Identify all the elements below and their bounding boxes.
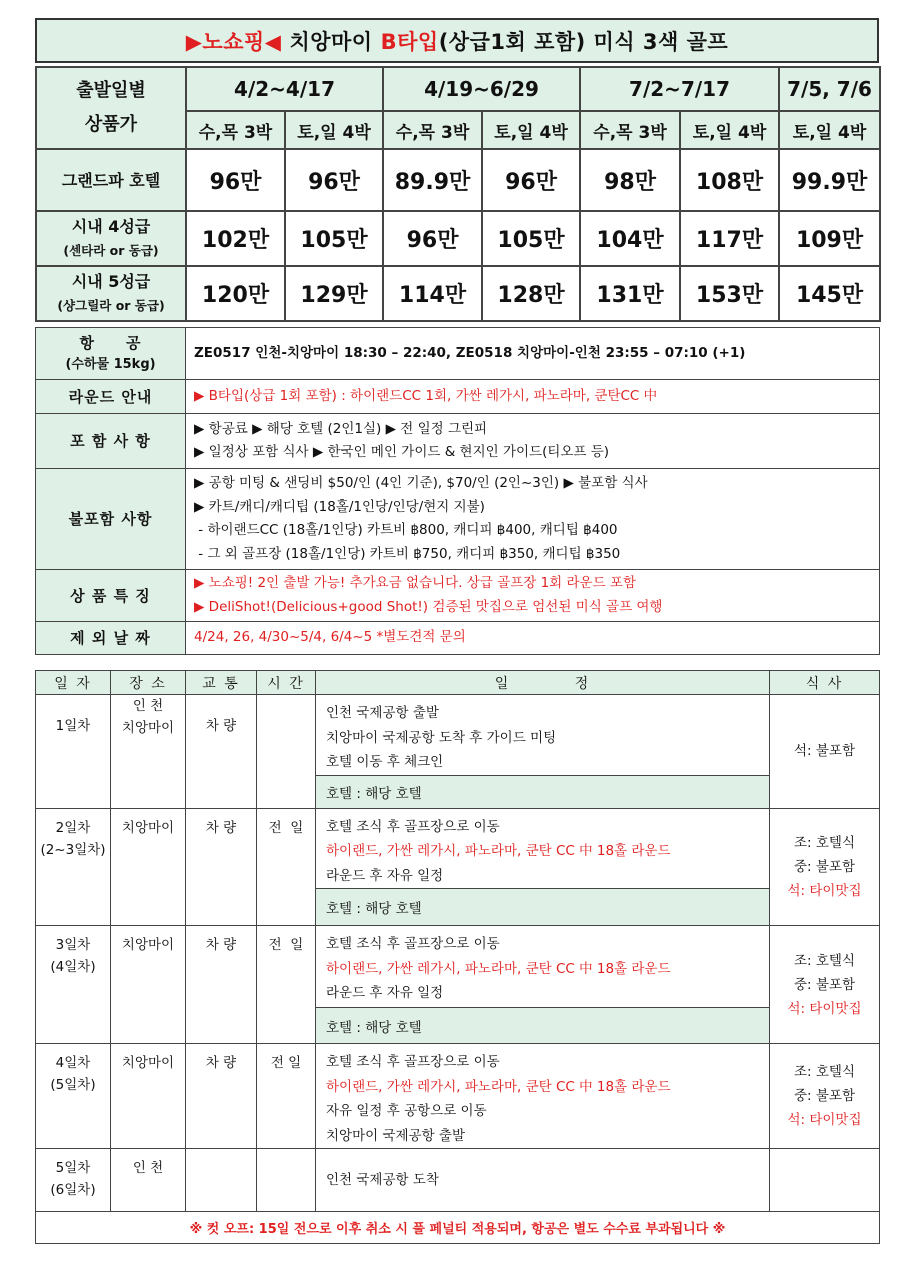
day-cell [36, 808, 111, 926]
col-header-transport: 교 통 [186, 671, 257, 695]
day-label: 5일차 [55, 1160, 91, 1176]
hotel-cell: 호텔 : 해당 호텔 [316, 775, 770, 808]
round-label: 라운드 안내 [36, 380, 186, 414]
price-cell: 96만 [482, 149, 580, 211]
meal-item: 중: 불포함 [793, 976, 855, 993]
meal-item: 조: 호텔식 [793, 952, 855, 969]
excluded-item: - 하이랜드CC (18홀/1인당) 카트비 ฿800, 캐디피 ฿400, 캐디팁 ฿400 [194, 522, 618, 538]
day-label: 3일차 [55, 937, 91, 953]
footer-row [36, 1212, 880, 1244]
round-value: ▶ B타입(상급 1회 포함) : 하이랜드CC 1회, 가싼 레가시, 파노라마, 쿤탄CC 中 [186, 380, 880, 414]
excluded-dates-value: 4/24, 26, 4/30~5/4, 6/4~5 *별도견적 문의 [186, 622, 880, 655]
included-list [186, 414, 880, 469]
schedule-item: 치앙마이 국제공항 출발 [326, 1127, 465, 1144]
period-header: 7/2~7/17 [580, 67, 779, 111]
price-cell: 129만 [285, 266, 383, 321]
col-header-time: 시 간 [257, 671, 316, 695]
day-sub-label: (2~3일차) [40, 841, 106, 858]
schedule-item: 하이랜드, 가싼 레가시, 파노라마, 쿤탄 CC 中 18홀 라운드 [326, 1078, 671, 1095]
day-row [36, 808, 880, 889]
period-header: 7/5, 7/6 [779, 67, 880, 111]
day-sub-label: (4일차) [50, 959, 96, 975]
day-row [36, 1149, 880, 1212]
col-header-place: 장 소 [111, 671, 186, 695]
hotel-cell: 호텔 : 해당 호텔 [316, 1008, 770, 1044]
transport-cell: 차 량 [186, 808, 257, 926]
air-value: ZE0517 인천-치앙마이 18:30 – 22:40, ZE0518 치앙마이-인천 23:55 – 07:10 (+1) [186, 328, 880, 380]
time-cell [257, 1149, 316, 1212]
stay-subheader: 토,일 4박 [779, 111, 880, 149]
transport-cell: 차 량 [186, 926, 257, 1044]
price-cell: 145만 [779, 266, 880, 321]
place-cell: 치앙마이 [111, 926, 186, 1044]
price-cell: 114만 [383, 266, 482, 321]
schedule-item: 하이랜드, 가싼 레가시, 파노라마, 쿤탄 CC 中 18홀 라운드 [326, 960, 671, 977]
time-cell [257, 695, 316, 809]
day-sub-label: (6일차) [50, 1182, 96, 1198]
col-header-schedule: 일 정 [316, 671, 770, 695]
meals-cell [770, 1149, 880, 1212]
place-cell: 인 천 치앙마이 [111, 695, 186, 809]
price-header-label: 출발일별 상품가 [36, 67, 186, 149]
day-cell [36, 926, 111, 1044]
time-cell: 전 일 [257, 926, 316, 1044]
meal-item: 석: 타이맛집 [787, 1000, 862, 1017]
stay-subheader: 수,목 3박 [383, 111, 482, 149]
schedule-item: 라운드 후 자유 일정 [326, 985, 444, 1001]
place-cell: 치앙마이 [111, 1044, 186, 1149]
features-list [186, 570, 880, 622]
schedule-items [316, 808, 770, 889]
included-item: ▶ 일정상 포함 식사 ▶ 한국인 메인 가이드 & 현지인 가이드(티오프 등) [194, 444, 610, 460]
day-cell [36, 695, 111, 809]
included-label: 포 함 사 항 [36, 414, 186, 469]
stay-subheader: 토,일 4박 [680, 111, 779, 149]
meal-item: 조: 호텔식 [793, 1064, 855, 1080]
schedule-items [316, 695, 770, 776]
excluded-label: 불포함 사항 [36, 469, 186, 570]
transport-cell [186, 1149, 257, 1212]
price-cell: 99.9만 [779, 149, 880, 211]
meals-cell [770, 926, 880, 1044]
price-cell: 109만 [779, 211, 880, 266]
schedule-item: 호텔 조식 후 골프장으로 이동 [326, 936, 500, 952]
price-cell: 108만 [680, 149, 779, 211]
transport-cell: 차 량 [186, 695, 257, 809]
price-cell: 153만 [680, 266, 779, 321]
day-row [36, 926, 880, 1008]
schedule-items [316, 1149, 770, 1212]
price-cell: 102만 [186, 211, 285, 266]
hotel-label: 시내 5성급 (샹그릴라 or 동급) [36, 266, 186, 321]
schedule-item: 호텔 조식 후 골프장으로 이동 [326, 818, 500, 835]
day-cell [36, 1044, 111, 1149]
stay-subheader: 토,일 4박 [482, 111, 580, 149]
features-label: 상 품 특 징 [36, 570, 186, 622]
place-cell: 치앙마이 [111, 808, 186, 926]
day-sub-label: (5일차) [50, 1077, 96, 1093]
schedule-item: 자유 일정 후 공항으로 이동 [326, 1103, 487, 1119]
price-row [36, 211, 880, 266]
title-tag: ▶노쇼핑◀ [185, 29, 282, 54]
price-cell: 120만 [186, 266, 285, 321]
day-label: 2일차 [55, 819, 91, 836]
price-cell: 96만 [285, 149, 383, 211]
price-cell: 117만 [680, 211, 779, 266]
meal-item: 석: 불포함 [793, 743, 855, 760]
itinerary-table [35, 670, 880, 1244]
time-cell: 전 일 [257, 1044, 316, 1149]
schedule-items [316, 1044, 770, 1149]
feature-item: ▶ DeliShot!(Delicious+good Shot!) 검증된 맛집으로 엄선된 미식 골프 여행 [194, 598, 663, 615]
meal-item: 석: 타이맛집 [787, 1112, 862, 1128]
place-cell: 인 천 [111, 1149, 186, 1212]
transport-cell: 차 량 [186, 1044, 257, 1149]
schedule-item: 치앙마이 국제공항 도착 후 가이드 미팅 [326, 729, 557, 746]
excluded-dates-label: 제 외 날 짜 [36, 622, 186, 655]
day-row [36, 1044, 880, 1149]
price-cell: 96만 [383, 211, 482, 266]
price-table [35, 66, 881, 322]
meals-cell [770, 1044, 880, 1149]
price-cell: 89.9만 [383, 149, 482, 211]
price-cell: 96만 [186, 149, 285, 211]
stay-subheader: 수,목 3박 [580, 111, 680, 149]
hotel-label: 그랜드파 호텔 [36, 149, 186, 211]
meal-item: 중: 불포함 [793, 858, 855, 875]
feature-item: ▶ 노쇼핑! 2인 출발 가능! 추가요금 없습니다. 상급 골프장 1회 라운드 포함 [194, 575, 636, 591]
col-header-meals: 식 사 [770, 671, 880, 695]
meal-item: 조: 호텔식 [793, 834, 855, 851]
meals-cell [770, 695, 880, 809]
col-header-day: 일 자 [36, 671, 111, 695]
day-row [36, 695, 880, 776]
price-row [36, 149, 880, 211]
cancellation-notice: ※ 컷 오프: 15일 전으로 이후 취소 시 풀 페널티 적용되며, 항공은 별도 수수료 부과됩니다 ※ [36, 1212, 880, 1244]
excluded-item: ▶ 공항 미팅 & 샌딩비 $50/인 (4인 기준), $70/인 (2인~3인) ▶ 불포함 식사 [194, 475, 648, 491]
excluded-list [186, 469, 880, 570]
schedule-item: 인천 국제공항 도착 [326, 1171, 439, 1188]
page-title [35, 18, 879, 63]
title-type: B타입 [380, 29, 439, 54]
hotel-cell: 호텔 : 해당 호텔 [316, 889, 770, 926]
period-header: 4/2~4/17 [186, 67, 383, 111]
meals-cell [770, 808, 880, 926]
schedule-item: 호텔 이동 후 체크인 [326, 754, 444, 770]
hotel-label: 시내 4성급 (센타라 or 동급) [36, 211, 186, 266]
stay-subheader: 수,목 3박 [186, 111, 285, 149]
day-cell [36, 1149, 111, 1212]
stay-subheader: 토,일 4박 [285, 111, 383, 149]
period-header: 4/19~6/29 [383, 67, 580, 111]
meal-item: 중: 불포함 [793, 1088, 855, 1104]
meal-item: 석: 타이맛집 [787, 882, 862, 899]
price-cell: 105만 [482, 211, 580, 266]
price-cell: 131만 [580, 266, 680, 321]
excluded-item: ▶ 카트/캐디/캐디팁 (18홀/1인당/인당/현지 지불) [194, 498, 485, 515]
price-cell: 105만 [285, 211, 383, 266]
title-name: 치앙마이 [289, 29, 373, 54]
schedule-item: 라운드 후 자유 일정 [326, 867, 444, 884]
air-label: 항 공 (수하물 15kg) [36, 328, 186, 380]
price-cell: 128만 [482, 266, 580, 321]
price-cell: 104만 [580, 211, 680, 266]
day-label: 4일차 [55, 1055, 91, 1071]
title-rest: (상급1회 포함) 미식 3색 골프 [438, 29, 729, 54]
info-table [35, 327, 880, 655]
day-label: 1일차 [55, 718, 91, 734]
excluded-item: - 그 외 골프장 (18홀/1인당) 카트비 ฿750, 캐디피 ฿350, 캐디팁 ฿350 [194, 545, 621, 562]
schedule-item: 인천 국제공항 출발 [326, 705, 439, 721]
schedule-items [316, 926, 770, 1008]
included-item: ▶ 항공료 ▶ 해당 호텔 (2인1실) ▶ 전 일정 그린피 [194, 420, 488, 437]
time-cell: 전 일 [257, 808, 316, 926]
schedule-item: 하이랜드, 가싼 레가시, 파노라마, 쿤탄 CC 中 18홀 라운드 [326, 843, 671, 859]
itinerary-header-row [36, 671, 880, 695]
price-row [36, 266, 880, 321]
price-cell: 98만 [580, 149, 680, 211]
schedule-item: 호텔 조식 후 골프장으로 이동 [326, 1054, 500, 1070]
